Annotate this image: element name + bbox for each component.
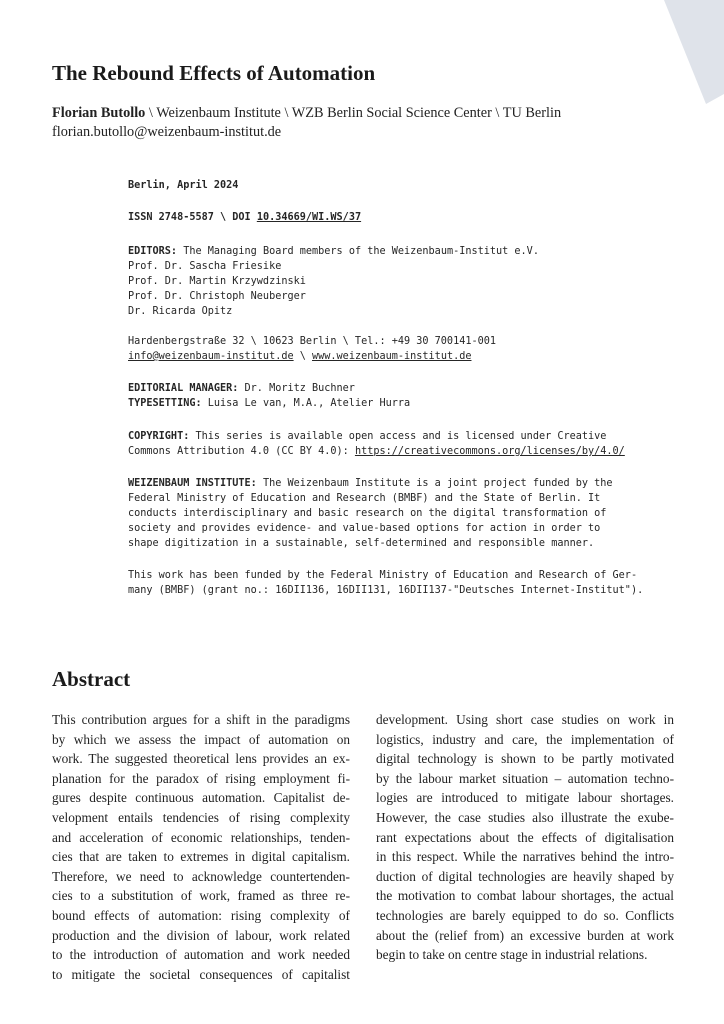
editorial-manager-label: EDITORIAL MANAGER:: [128, 383, 239, 394]
issn: ISSN 2748-5587 \ DOI: [128, 212, 257, 223]
author-line: [52, 105, 561, 122]
abstract-line: and acceleration of economic relationships, tenden-: [52, 829, 350, 845]
abstract-line: to the introduction of automation and work needed: [52, 947, 350, 963]
corner-accent-shape: [664, 0, 724, 104]
paper-title: The Rebound Effects of Automation: [52, 61, 376, 85]
abstract-column-right: [376, 710, 674, 965]
funding-line: many (BMBF) (grant no.: 16DII136, 16DII131, 16DII137-"Deutsches Internet-Institut").: [128, 585, 644, 596]
abstract-line: duction of digital technologies are heavily shaped by: [376, 868, 674, 884]
editorial-manager-line: [128, 383, 355, 394]
abstract-line: in this respect. While the narratives behind the intro-: [376, 849, 674, 865]
editorial-manager-value: Dr. Moritz Buchner: [238, 383, 355, 394]
editor-item: Prof. Dr. Martin Krzywdzinski: [128, 276, 306, 287]
author-affiliations: \ Weizenbaum Institute \ WZB Berlin Social Science Center \ TU Berlin: [145, 105, 562, 121]
abstract-line: However, the case studies also illustrate the exube-: [376, 809, 674, 825]
license-link[interactable]: https://creativecommons.org/licenses/by/4.0/: [354, 446, 625, 457]
contact-email-link[interactable]: info@weizenbaum-institut.de: [128, 351, 294, 362]
institute-line: Federal Ministry of Education and Research (BMBF) and the State of Berlin. It: [128, 493, 601, 504]
abstract-line: bound effects of automation: rising complexity of: [52, 907, 350, 923]
doi-link[interactable]: 10.34669/WI.WS/37: [256, 212, 362, 223]
address-line: Hardenbergstraße 32 \ 10623 Berlin \ Tel.: +49 30 700141-001: [128, 336, 497, 347]
typesetting-value: Luisa Le van, M.A., Atelier Hurra: [201, 398, 411, 409]
author-name: Florian Butollo: [52, 105, 146, 121]
typesetting-line: [128, 398, 410, 409]
abstract-line: the motivation to combat labour shortages, the actual: [376, 888, 674, 904]
abstract-column-left: [52, 710, 350, 984]
copyright-line-1: [128, 431, 606, 442]
funding-line: This work has been funded by the Federal Ministry of Education and Research of Ger-: [128, 570, 638, 581]
abstract-line: velopment entails tendencies of rising complexity: [52, 809, 350, 825]
abstract-line: planation for the paradox of rising employment fi-: [52, 770, 350, 786]
abstract-line: production and the division of labour, work related: [52, 927, 350, 943]
copyright-text-2: Commons Attribution 4.0 (CC BY 4.0):: [128, 446, 355, 457]
abstract-line: Therefore, we need to acknowledge countertenden-: [52, 868, 350, 884]
institute-line: conducts interdisciplinary and basic research on the digital transformation of: [128, 508, 607, 519]
institute-text-1: The Weizenbaum Institute is a joint project funded by the: [256, 478, 613, 489]
corner-accent-polygon: [664, 0, 724, 104]
abstract-line: digital technology is shown to be partly motivated: [376, 751, 674, 767]
website-link[interactable]: www.weizenbaum-institut.de: [312, 351, 472, 362]
typesetting-label: TYPESETTING:: [128, 398, 202, 409]
contact-separator: \: [293, 351, 313, 362]
abstract-line: rant expectations about the effects of digitalisation: [376, 829, 674, 845]
abstract-line: This contribution argues for a shift in the paradigms: [52, 712, 350, 727]
editors-label: EDITORS:: [128, 246, 178, 257]
abstract-line: development. Using short case studies on work in: [376, 712, 674, 727]
abstract-line: logies are introduced to mitigate labour shortages.: [376, 790, 674, 806]
institute-line: shape digitization in a sustainable, self-determined and responsible manner.: [128, 538, 595, 549]
editor-item: Dr. Ricarda Opitz: [128, 306, 233, 317]
abstract-heading: Abstract: [52, 667, 131, 691]
institute-label: WEIZENBAUM INSTITUTE:: [128, 478, 257, 489]
editors-line: [128, 246, 539, 257]
abstract-line: by which we assess the impact of automation on: [52, 731, 350, 747]
abstract-line: gures despite continuous automation. Capitalist de-: [52, 790, 350, 806]
abstract-line: to mitigate the societal consequences of capitalist: [52, 966, 350, 982]
contact-line: [128, 351, 471, 362]
institute-line: society and provides evidence- and value-based options for action in order to: [128, 523, 601, 534]
abstract-line: about the (relief from) an excessive burden at work: [376, 927, 674, 943]
abstract-line: by the labour market situation – automation techno-: [376, 770, 674, 786]
editor-item: Prof. Dr. Sascha Friesike: [128, 261, 282, 272]
copyright-label: COPYRIGHT:: [128, 431, 190, 442]
copyright-line-2: [128, 446, 625, 457]
place-date: Berlin, April 2024: [128, 180, 239, 191]
abstract-line: begin to take on centre stage in industrial relations.: [376, 947, 648, 963]
abstract-line: logistics, industry and care, the implementation of: [376, 731, 674, 747]
abstract-line: cies to a substitution of work, framed as three re-: [52, 888, 350, 904]
author-email: florian.butollo@weizenbaum-institut.de: [52, 124, 282, 140]
issn-doi-line: [128, 212, 361, 223]
abstract-line: cies that are taken to extremes in digital capitalism.: [52, 849, 350, 865]
abstract-line: work. The suggested theoretical lens provides an ex-: [52, 751, 350, 767]
editors-intro: The Managing Board members of the Weizenbaum-Institut e.V.: [177, 246, 539, 257]
abstract-line: technologies are barely equipped to do so. Conflicts: [376, 907, 674, 923]
editor-item: Prof. Dr. Christoph Neuberger: [128, 291, 306, 302]
institute-line-1: [128, 478, 613, 489]
copyright-text-1: This series is available open access and is licensed under Creative: [189, 431, 607, 442]
